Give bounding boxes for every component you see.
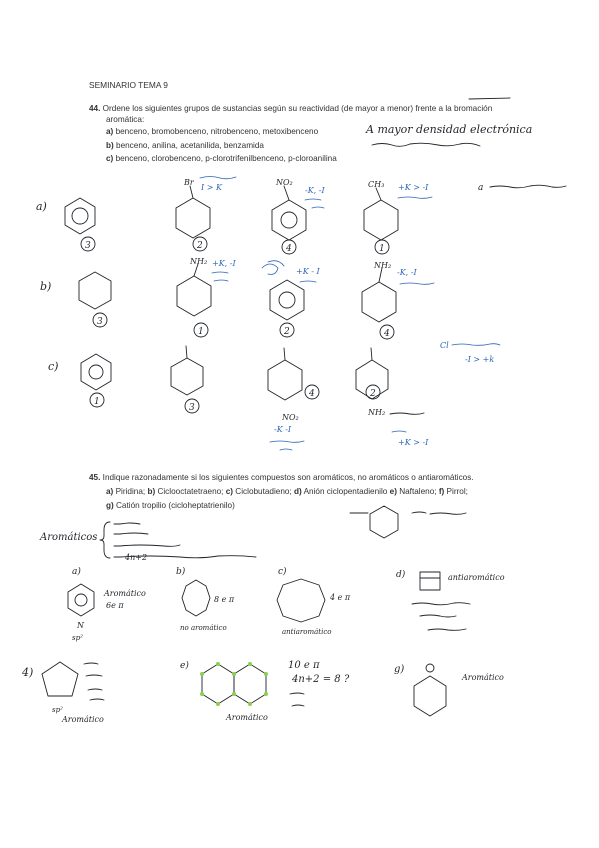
question-44-text: Ordene los siguientes grupos de sustancias según su reactividad (de mayor a menor) frente a la bromación — [102, 104, 493, 113]
svg-text:-K -I: -K -I — [274, 425, 292, 434]
svg-text:c): c) — [278, 567, 287, 577]
svg-text:A mayor densidad electrónica: A mayor densidad electrónica — [366, 123, 533, 136]
svg-text:sp²: sp² — [72, 634, 83, 642]
svg-text:4: 4 — [309, 389, 315, 399]
svg-text:Aromáticos: Aromáticos — [40, 532, 98, 543]
nitrobenzene-a3 — [272, 178, 325, 254]
svg-text:+K - I: +K - I — [296, 267, 320, 276]
question-44-item-a: a) benceno, bromobenceno, nitrobenceno, metoxibenceno — [106, 127, 319, 136]
svg-text:Aromático: Aromático — [104, 589, 146, 598]
svg-text:3: 3 — [85, 241, 91, 251]
question-45-number: 45. — [89, 473, 101, 482]
svg-text:e): e) — [180, 661, 189, 671]
svg-text:2: 2 — [197, 241, 203, 251]
svg-text:4: 4 — [286, 244, 292, 254]
chlorobenzene-c2 — [171, 346, 203, 413]
svg-text:+K > -I: +K > -I — [398, 438, 429, 447]
benzene-c1 — [81, 354, 111, 407]
question-44-number: 44. — [89, 104, 101, 113]
row-a-label: a) — [36, 200, 47, 213]
question-44-item-c: c) benceno, clorobenceno, p-clorotrifenilbenceno, p-cloroanilina — [106, 154, 337, 163]
acetanilide-b3 — [262, 261, 320, 337]
note-44-top — [365, 123, 532, 146]
pyridine-sketch — [68, 566, 146, 642]
svg-text:N: N — [77, 621, 84, 630]
svg-text:3: 3 — [97, 317, 103, 327]
svg-text:antiaromático: antiaromático — [282, 628, 332, 636]
svg-text:4 e π: 4 e π — [330, 593, 351, 602]
question-45-text: Indique razonadamente si los siguientes compuestos son aromáticos, no aromáticos o antiaromáticos. — [102, 473, 474, 482]
page-title: SEMINARIO TEMA 9 — [89, 80, 168, 90]
svg-text:Aromático: Aromático — [226, 713, 268, 722]
svg-text:-K, -I: -K, -I — [305, 186, 325, 195]
svg-text:1: 1 — [198, 327, 204, 337]
cyclooctatetraene-sketch — [176, 566, 235, 632]
svg-text:+K, -I: +K, -I — [212, 259, 236, 268]
svg-text:8 e π: 8 e π — [214, 595, 235, 604]
aniline-b2 — [177, 257, 236, 337]
question-45-items-line-2: g) Catión tropilio (cicloheptatrienilo) — [106, 500, 235, 510]
svg-text:1: 1 — [379, 244, 385, 254]
svg-text:Br: Br — [184, 178, 194, 187]
cyclopentadienyl-anion-sketch — [396, 569, 505, 630]
svg-text:4: 4 — [384, 329, 390, 339]
pyrrole-sketch — [21, 662, 104, 724]
benzene-b1 — [79, 272, 111, 327]
q45-benzene-sketch — [350, 506, 466, 538]
svg-text:NH₂: NH₂ — [368, 408, 386, 417]
bromobenzene-a2 — [176, 177, 236, 252]
svg-text:+K > -I: +K > -I — [398, 183, 429, 192]
svg-text:a): a) — [72, 567, 81, 577]
svg-text:-K, -I: -K, -I — [397, 268, 417, 277]
svg-text:2: 2 — [370, 389, 376, 399]
svg-text:Aromático: Aromático — [62, 715, 104, 724]
question-44-item-b: b) benceno, anilina, acetanilida, benzamida — [106, 140, 264, 150]
svg-text:NH₂: NH₂ — [374, 261, 392, 270]
svg-text:no aromático: no aromático — [180, 624, 227, 632]
svg-text:NO₂: NO₂ — [282, 413, 299, 422]
aromatic-rules-note — [39, 522, 256, 562]
p-chloroaniline-c4 — [356, 348, 429, 447]
question-44-text-2: aromática: — [106, 115, 145, 124]
svg-text:3: 3 — [189, 403, 195, 413]
svg-text:10 e π: 10 e π — [288, 660, 320, 671]
svg-text:Cl: Cl — [440, 341, 449, 350]
svg-text:a: a — [478, 183, 484, 193]
svg-text:g): g) — [394, 664, 405, 675]
svg-text:6e π: 6e π — [106, 601, 124, 610]
methoxybenzene-a4 — [364, 180, 566, 254]
benzamide-b4 — [362, 261, 434, 339]
svg-text:4n+2: 4n+2 — [125, 553, 148, 562]
svg-text:I > K: I > K — [201, 183, 222, 192]
question-45-items-line-1: a) Piridina; b) Ciclooctatetraeno; c) Ciclobutadieno; d) Anión ciclopentadienilo e) Naftaleno; f) Pirrol; — [106, 487, 468, 496]
svg-text:2: 2 — [284, 327, 290, 337]
svg-text:1: 1 — [94, 397, 100, 407]
svg-text:sp²: sp² — [52, 706, 63, 714]
svg-text:4): 4) — [22, 666, 34, 679]
p-chloro-compound-c3 — [268, 348, 319, 450]
svg-text:Aromático: Aromático — [462, 673, 504, 682]
note-c-right — [440, 341, 500, 364]
svg-text:b): b) — [176, 567, 186, 577]
benzene-a1 — [65, 198, 95, 251]
row-b-label: b) — [40, 280, 52, 293]
svg-text:-I > +k: -I > +k — [465, 355, 495, 364]
naphthalene-sketch — [180, 660, 350, 722]
svg-text:NO₂: NO₂ — [276, 178, 293, 187]
cyclobutadiene-sketch — [277, 566, 351, 636]
svg-text:CH₃: CH₃ — [368, 180, 385, 189]
row-c-label: c) — [48, 360, 59, 373]
tropylium-sketch — [394, 664, 504, 716]
svg-text:antiaromático: antiaromático — [448, 573, 505, 582]
svg-text:d): d) — [396, 570, 406, 580]
svg-text:4n+2 = 8 ?: 4n+2 = 8 ? — [292, 674, 350, 685]
underline-mark — [469, 98, 510, 99]
svg-text:NH₂: NH₂ — [190, 257, 208, 266]
